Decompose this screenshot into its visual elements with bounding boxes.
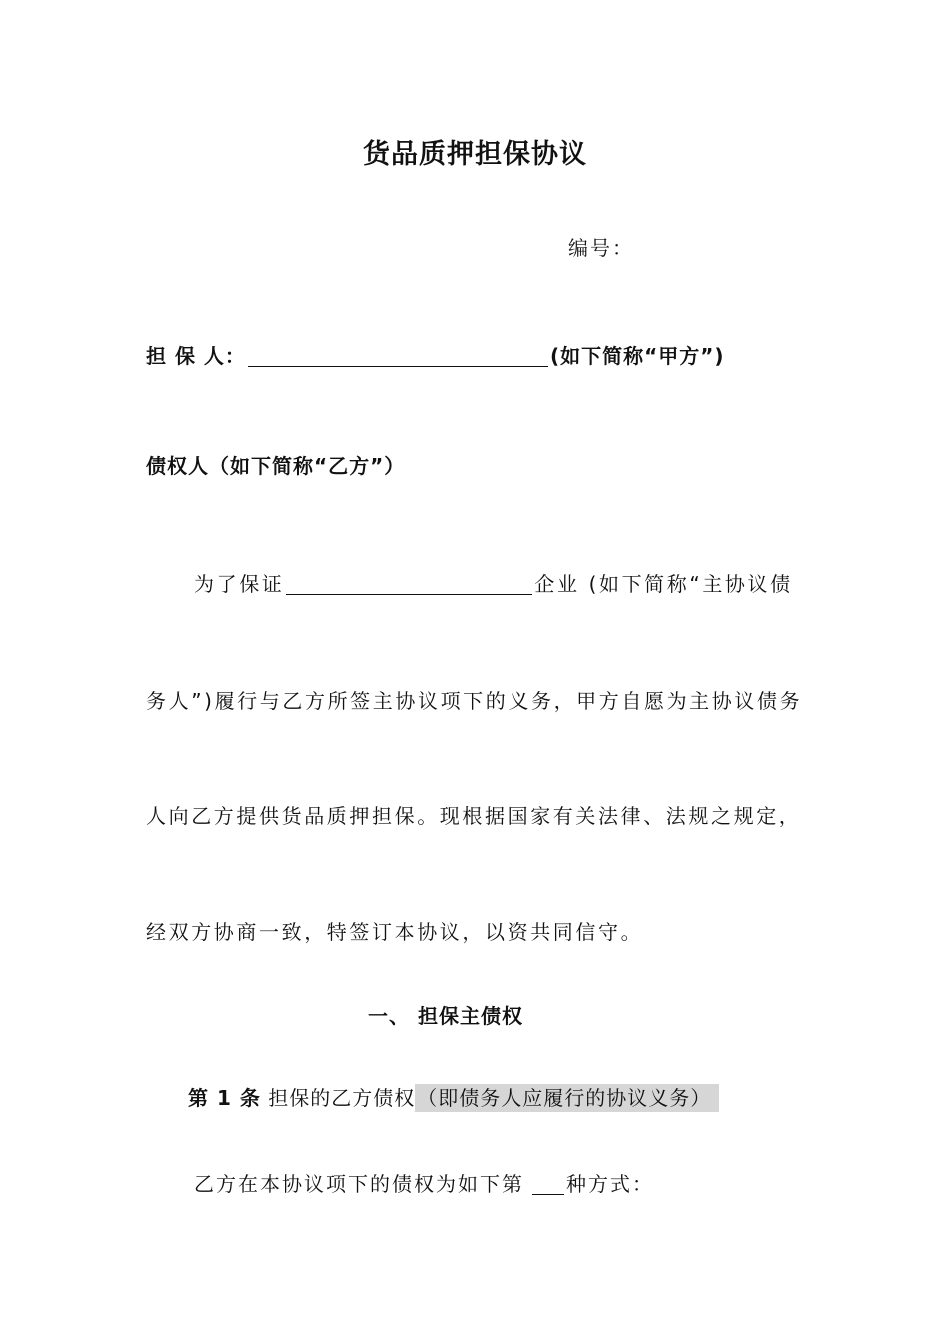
preamble-line-2: 务人”)履行与乙方所签主协议项下的义务，甲方自愿为主协议债务 [146, 689, 803, 713]
guarantor-label: 担 保 人： [146, 344, 246, 368]
article-1-number: 第 1 条 [188, 1086, 261, 1110]
guarantor-suffix: (如下简称“甲方”) [549, 344, 725, 368]
preamble-p1-after: 企业 (如下简称“主协议债 [534, 572, 793, 596]
article-1-body [194, 1168, 654, 1197]
section-heading: 一、 担保主债权 [368, 1004, 523, 1028]
article-1-note: （即债务人应履行的协议义务） [415, 1084, 719, 1112]
preamble-line-3: 人向乙方提供货品质押担保。现根据国家有关法律、法规之规定， [146, 804, 802, 828]
serial-number-label: 编号： [568, 236, 634, 260]
document-title: 货品质押担保协议 [363, 139, 587, 170]
guarantor-line [146, 340, 725, 369]
preamble-line-1 [194, 568, 793, 597]
preamble-line-4: 经双方协商一致，特签订本协议，以资共同信守。 [146, 920, 644, 944]
article-1-text: 担保的乙方债权 [260, 1086, 416, 1110]
article-1-body-after: 种方式： [566, 1172, 654, 1196]
article-1-body-before: 乙方在本协议项下的债权为如下第 [194, 1172, 524, 1196]
method-number-blank [532, 1172, 564, 1195]
enterprise-blank [286, 572, 532, 595]
creditor-line: 债权人（如下简称“乙方”） [146, 454, 406, 478]
preamble-p1-before: 为了保证 [194, 572, 285, 596]
guarantor-blank [248, 344, 548, 367]
article-1-heading [188, 1082, 719, 1111]
